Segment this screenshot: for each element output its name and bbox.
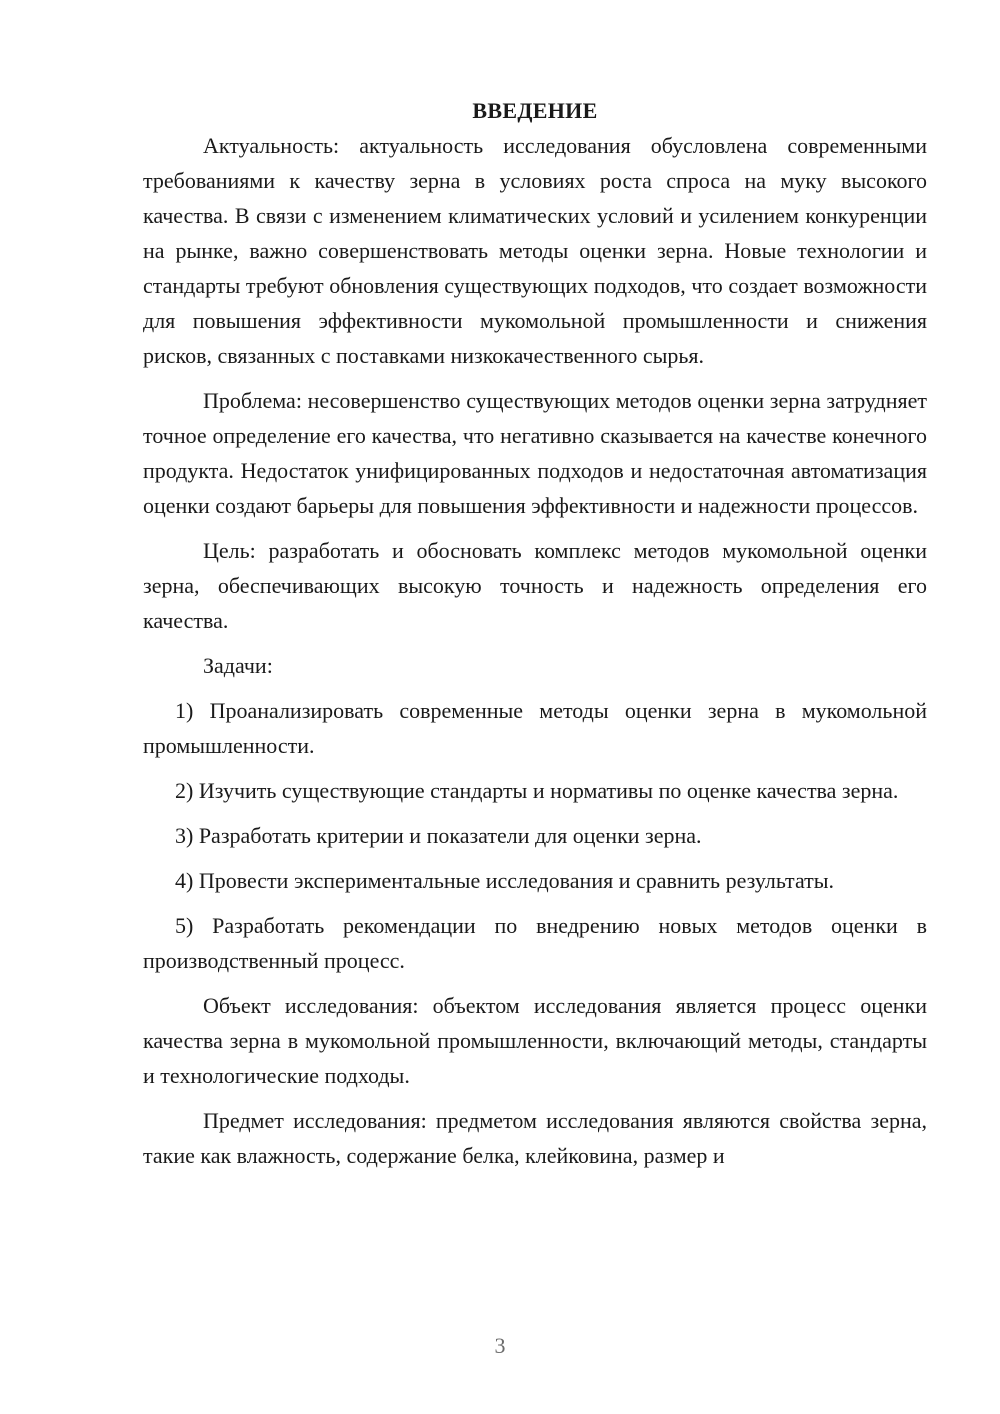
document-page bbox=[143, 94, 927, 1173]
tasks-label: Задачи: bbox=[203, 653, 273, 678]
paragraph-relevance: Актуальность: актуальность исследования обусловлена современными требованиями к качеству зерна в условиях роста спроса на муку высокого качества. В связи с изменением климатических условий и усилением конкуренции на рынке, важно совершенствовать методы оценки зерна. Новые технологии и стандарты требуют обновления существующих подходов, что создает возможности для повышения эффективности мукомольной промышленности и снижения рисков, связанных с поставками низкокачественного сырья. bbox=[143, 133, 927, 368]
section-heading: ВВЕДЕНИЕ bbox=[472, 98, 598, 123]
paragraph-object: Объект исследования: объектом исследования является процесс оценки качества зерна в мукомольной промышленности, включающий методы, стандарты и технологические подходы. bbox=[143, 993, 927, 1088]
list-item-task-3: 3) Разработать критерии и показатели для оценки зерна. bbox=[175, 823, 702, 848]
paragraph-goal: Цель: разработать и обосновать комплекс методов мукомольной оценки зерна, обеспечивающих высокую точность и надежность определения его качества. bbox=[143, 538, 927, 633]
list-item-task-2: 2) Изучить существующие стандарты и нормативы по оценке качества зерна. bbox=[175, 778, 899, 803]
paragraph-subject: Предмет исследования: предметом исследования являются свойства зерна, такие как влажность, содержание белка, клейковина, размер и bbox=[143, 1108, 927, 1168]
paragraph-problem: Проблема: несовершенство существующих методов оценки зерна затрудняет точное определение его качества, что негативно сказывается на качестве конечного продукта. Недостаток унифицированных подходов и недостаточная автоматизация оценки создают барьеры для повышения эффективности и надежности процессов. bbox=[143, 388, 927, 518]
page-number: 3 bbox=[494, 1333, 506, 1358]
list-item-task-4: 4) Провести экспериментальные исследования и сравнить результаты. bbox=[175, 868, 835, 893]
list-item-task-5: 5) Разработать рекомендации по внедрению новых методов оценки в производственный процесс. bbox=[143, 913, 927, 973]
list-item-task-1: 1) Проанализировать современные методы оценки зерна в мукомольной промышленности. bbox=[143, 698, 927, 758]
